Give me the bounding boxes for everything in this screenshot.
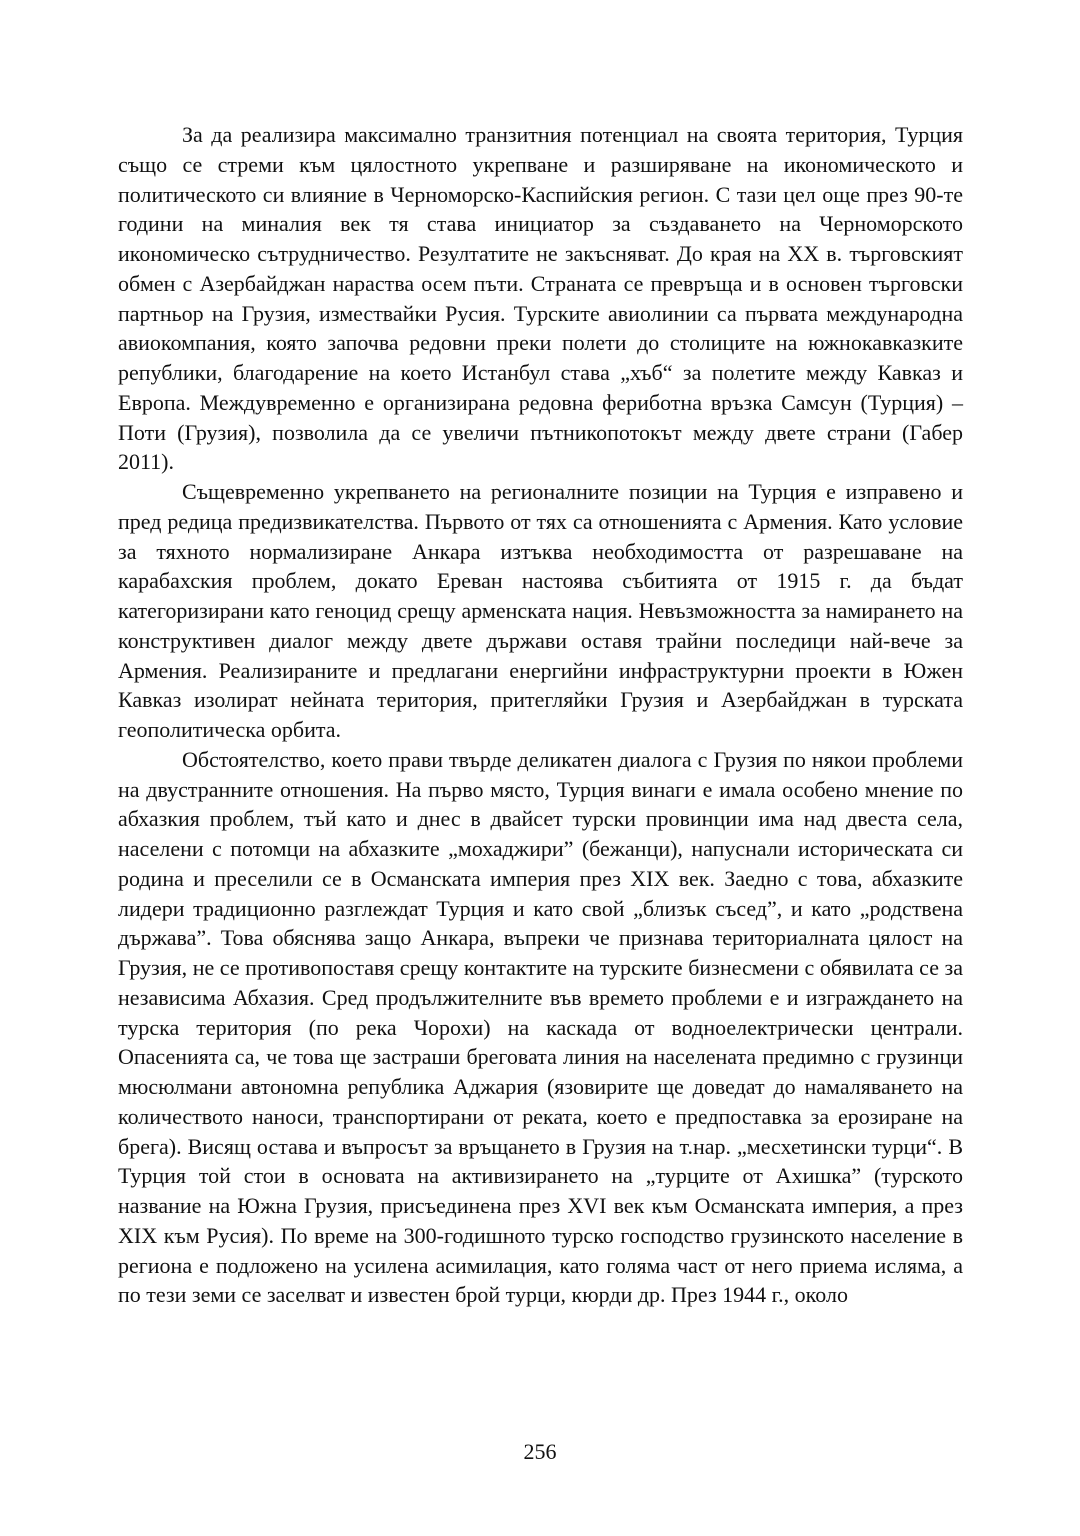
paragraph-transit-potential: За да реализира максимално транзитния потенциал на своята територия, Турция също се стреми към цялостното укрепване и разширяване на икономическото и политическото си влияние в Черноморско-Каспийския регион. С тази цел още през 90-те години на миналия век тя става инициатор за създаването на Черноморското икономическо сътрудничество. Резултатите не закъсняват. До края на XX в. търговският обмен с Азербайджан нараства осем пъти. Страната се превръща и в основен търговски партньор на Грузия, измествайки Русия. Турските авиолинии са първата международна авиокомпания, която започва редовни преки полети до столиците на южнокавказките републики, благодарение на което Истанбул става „хъб“ за полетите между Кавказ и Европа. Междувременно е организирана редовна фериботна връзка Самсун (Турция) – Поти (Грузия), позволила да се увеличи пътникопотокът между двете страни (Габер 2011). bbox=[118, 122, 963, 475]
page-number: 256 bbox=[523, 1439, 557, 1464]
paragraph-georgia-relations: Обстоятелство, което прави твърде деликатен диалога с Грузия по някои проблеми на двустранните отношения. На първо място, Турция винаги е имала особено мнение по абхазкия проблем, тъй като и днес в двайсет турски провинции има над двеста села, населени с потомци на абхазките „мохаджири” (бежанци), напуснали историческата си родина и преселили се в Османската империя през XIX век. Заедно с това, абхазките лидери традиционно разглеждат Турция и като свой „близък съсед”, и като „родствена държава”. Това обяснява защо Анкара, въпреки че признава териториалната цялост на Грузия, не се противопоставя срещу контактите на турските бизнесмени с обявилата се за независима Абхазия. Сред продължителните във времето проблеми е и изграждането на турска територия (по река Чорохи) на каскада от водноелектрически централи. Опасенията са, че това ще застраши бреговата линия на населената предимно с грузинци мюсюлмани автономна република Аджария (язовирите ще доведат до намаляването на количеството наноси, транспортирани от реката, което е предпоставка за ерозиране на брега). Висящ остава и въпросът за връщането в Грузия на т.нар. „месхетински турци“. В Турция той стои в основата на активизирането на „турците от Ахишка” (турското название на Южна Грузия, присъединена през XVI век към Османската империя, а през XIX към Русия). По време на 300-годишното турско господство грузинското население в региона е подложено на усилена асимилация, като голяма част от него приема исляма, а по тези земи се заселват и известен брой турци, кюрди др. През 1944 г., около bbox=[118, 746, 963, 1308]
paragraph-regional-challenges: Същевременно укрепването на регионалните позиции на Турция е изправено и пред редица предизвикателства. Първото от тях са отношенията с Армения. Като условие за тяхното нормализиране Анкара изтъква необходимостта от разрешаване на карабахския проблем, докато Ереван настоява събитията от 1915 г. да бъдат категоризирани като геноцид срещу арменската нация. Невъзможността за намирането на конструктивен диалог между двете държави оставя трайни последици най-вече за Армения. Реализираните и предлагани енергийни инфраструктурни проекти в Южен Кавказ изолират нейната територия, притегляйки Грузия и Азербайджан в турската геополитическа орбита. bbox=[118, 479, 963, 742]
page-body bbox=[118, 120, 963, 1310]
